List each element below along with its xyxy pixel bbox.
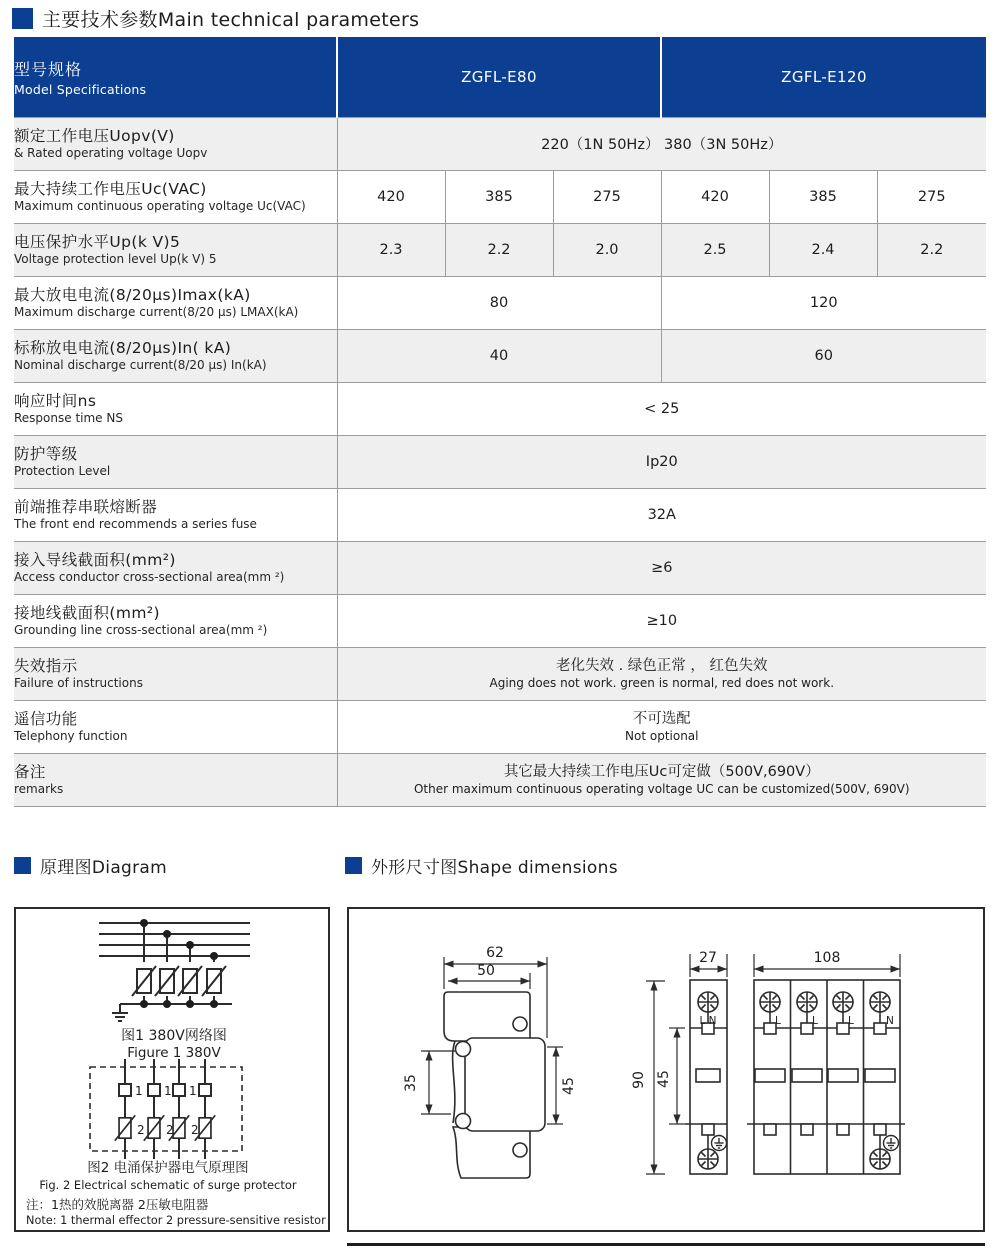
table-row-nominal-discharge-current <box>14 329 986 382</box>
dim-45-side: 45 <box>561 1077 577 1095</box>
row-value: 2.5 <box>661 223 769 276</box>
row-value: Ip20 <box>337 435 986 488</box>
table-row-series-fuse <box>14 488 986 541</box>
model-spec-header-zh: 型号规格 <box>14 59 83 79</box>
table-row-protection-level <box>14 435 986 488</box>
page-bottom-rule <box>347 1243 985 1246</box>
shape-dimensions-box <box>347 907 985 1232</box>
row-label-zh: 标称放电电流(8/20μs)In( kA) <box>14 338 232 357</box>
blue-square-icon <box>12 8 33 29</box>
table-row-response-time <box>14 382 986 435</box>
row-label-en: Maximum continuous operating voltage Uc(VAC) <box>14 198 306 213</box>
figure2-caption-en: Fig. 2 Electrical schematic of surge protector <box>39 1178 297 1192</box>
model-name-e120: ZGFL-E120 <box>661 37 986 117</box>
terminal-l1: L <box>775 1015 781 1027</box>
row-value <box>337 700 986 753</box>
dim-45-front: 45 <box>656 1070 672 1088</box>
row-label-zh: 响应时间ns <box>14 391 97 410</box>
row-value-zh: 其它最大持续工作电压Uc可定做（500V,690V） <box>503 763 820 780</box>
row-label-en: Failure of instructions <box>14 675 143 690</box>
row-label <box>14 488 337 541</box>
row-label-zh: 防护等级 <box>14 444 78 463</box>
row-value: 120 <box>661 276 986 329</box>
row-value-en: Other maximum continuous operating voltage UC can be customized(500V, 690V) <box>413 781 910 796</box>
main-title-en: Main technical parameters <box>157 9 420 31</box>
row-label <box>14 117 337 170</box>
row-label-zh: 前端推荐串联熔断器 <box>14 497 158 516</box>
row-value: 40 <box>337 329 661 382</box>
row-label-en: Response time NS <box>14 410 123 425</box>
row-label <box>14 170 337 223</box>
row-label-en: The front end recommends a series fuse <box>14 516 257 531</box>
row-value: 32A <box>337 488 986 541</box>
row-label-en: Telephony function <box>14 728 128 743</box>
row-label-en: & Rated operating voltage Uopv <box>14 145 208 160</box>
single-module-front-view <box>685 980 727 1174</box>
row-value: ≥6 <box>337 541 986 594</box>
varistor-label-1: 2 <box>137 1123 145 1137</box>
row-value-en: Aging does not work. green is normal, red does not work. <box>489 675 835 690</box>
diagram-note-zh: 注：1热的效脱离器 2压敏电阻器 <box>26 1197 209 1212</box>
table-row-max-continuous-voltage <box>14 170 986 223</box>
row-label <box>14 541 337 594</box>
shape-title-zh: 外形尺寸图 <box>371 858 458 878</box>
row-label-en: Maximum discharge current(8/20 μs) LMAX(kA) <box>14 304 299 319</box>
row-label <box>14 647 337 700</box>
diagram-title-text <box>40 853 167 878</box>
main-title-zh: 主要技术参数 <box>42 9 158 31</box>
row-label <box>14 223 337 276</box>
main-title <box>12 5 419 32</box>
row-value: 420 <box>661 170 769 223</box>
row-value: 275 <box>877 170 986 223</box>
row-value: 2.2 <box>445 223 553 276</box>
terminal-l3: L <box>848 1015 854 1027</box>
row-value: 80 <box>337 276 661 329</box>
circuit-diagram-box <box>14 907 330 1232</box>
dim-35: 35 <box>403 1074 419 1092</box>
row-label <box>14 753 337 806</box>
row-label-zh: 失效指示 <box>14 656 78 675</box>
row-label-zh: 额定工作电压Uopv(V) <box>14 126 175 145</box>
row-label-zh: 最大持续工作电压Uc(VAC) <box>14 179 207 198</box>
shape-title-en: Shape dimensions <box>457 858 618 878</box>
figure1-caption-zh: 图1 380V网络图 <box>121 1028 227 1044</box>
dim-27: 27 <box>699 950 717 966</box>
row-label-zh: 遥信功能 <box>14 709 78 728</box>
table-row-access-conductor-area <box>14 541 986 594</box>
terminal-n: N <box>886 1015 894 1027</box>
table-row-failure-indication <box>14 647 986 700</box>
model-spec-header <box>14 37 337 117</box>
row-value: 2.0 <box>553 223 661 276</box>
main-title-text <box>42 5 419 32</box>
row-label-en: Protection Level <box>14 463 111 478</box>
row-value-en: Not optional <box>625 728 699 743</box>
row-label-en: remarks <box>14 781 64 796</box>
table-row-telephony-function <box>14 700 986 753</box>
blue-square-icon <box>14 857 31 874</box>
thermal-label-3: 1 <box>189 1084 197 1098</box>
dim-50: 50 <box>477 963 495 979</box>
row-value: 220（1N 50Hz） 380（3N 50Hz） <box>337 117 986 170</box>
shape-title-text <box>371 853 618 878</box>
row-label <box>14 382 337 435</box>
row-value: 2.4 <box>769 223 877 276</box>
model-name-e80: ZGFL-E80 <box>337 37 661 117</box>
diagram-title-zh: 原理图 <box>40 858 92 878</box>
row-value <box>337 647 986 700</box>
row-value: 2.3 <box>337 223 445 276</box>
single-module-terminals: L N <box>699 1015 717 1027</box>
blue-square-icon <box>345 857 362 874</box>
row-value: 385 <box>445 170 553 223</box>
figure2-caption-zh: 图2 电涌保护器电气原理图 <box>87 1160 249 1176</box>
table-row-rated-voltage <box>14 117 986 170</box>
table-row-voltage-protection-level <box>14 223 986 276</box>
figure1-380v-network <box>99 919 250 1021</box>
row-label <box>14 329 337 382</box>
thermal-label-1: 1 <box>135 1084 143 1098</box>
row-value: < 25 <box>337 382 986 435</box>
row-label-en: Voltage protection level Up(k V) 5 <box>14 251 217 266</box>
figure2-spd-schematic <box>90 1059 242 1159</box>
table-row-max-discharge-current <box>14 276 986 329</box>
row-label-zh: 备注 <box>14 762 46 781</box>
row-value: 275 <box>553 170 661 223</box>
row-value: 2.2 <box>877 223 986 276</box>
diagram-section-title <box>14 853 167 878</box>
figure2-component-numbers <box>135 1084 199 1137</box>
row-label <box>14 594 337 647</box>
varistor-label-3: 2 <box>191 1123 199 1137</box>
diagram-title-en: Diagram <box>91 858 167 878</box>
multi-module-front-view <box>747 980 905 1174</box>
table-header-row <box>14 37 986 117</box>
row-label <box>14 435 337 488</box>
row-label <box>14 276 337 329</box>
row-value: ≥10 <box>337 594 986 647</box>
side-view-drawing <box>444 992 545 1178</box>
row-label-en: Nominal discharge current(8/20 μs) In(kA) <box>14 357 267 372</box>
row-value-zh: 不可选配 <box>632 710 691 727</box>
model-spec-header-en: Model Specifications <box>14 81 147 97</box>
terminal-l2: L <box>812 1015 818 1027</box>
row-label-zh: 接入导线截面积(mm²) <box>14 550 176 569</box>
row-label <box>14 700 337 753</box>
thermal-label-2: 1 <box>164 1084 172 1098</box>
shape-dimensions-svg <box>349 909 983 1230</box>
table-row-grounding-line-area <box>14 594 986 647</box>
dim-108: 108 <box>813 950 841 966</box>
row-label-zh: 最大放电电流(8/20μs)Imax(kA) <box>14 285 251 304</box>
diagram-note-en: Note: 1 thermal effector 2 pressure-sensitive resistor <box>26 1214 326 1227</box>
varistor-label-2: 2 <box>166 1123 174 1137</box>
row-value: 385 <box>769 170 877 223</box>
circuit-diagram-svg <box>16 909 328 1230</box>
row-label-en: Access conductor cross-sectional area(mm ²) <box>14 569 285 584</box>
ground-symbol <box>112 1004 128 1021</box>
dim-90: 90 <box>631 1071 647 1089</box>
dim-62: 62 <box>486 945 504 961</box>
row-value: 420 <box>337 170 445 223</box>
spec-table <box>14 37 986 807</box>
row-label-zh: 接地线截面积(mm²) <box>14 603 160 622</box>
shape-section-title <box>345 853 618 878</box>
row-value-zh: 老化失效 . 绿色正常 ， 红色失效 <box>555 657 768 674</box>
row-value: 60 <box>661 329 986 382</box>
row-label-zh: 电压保护水平Up(k V)5 <box>14 232 181 251</box>
table-row-remarks <box>14 753 986 806</box>
figure1-caption-en: Figure 1 380V <box>127 1045 221 1061</box>
row-label-en: Grounding line cross-sectional area(mm ²) <box>14 622 268 637</box>
row-value <box>337 753 986 806</box>
